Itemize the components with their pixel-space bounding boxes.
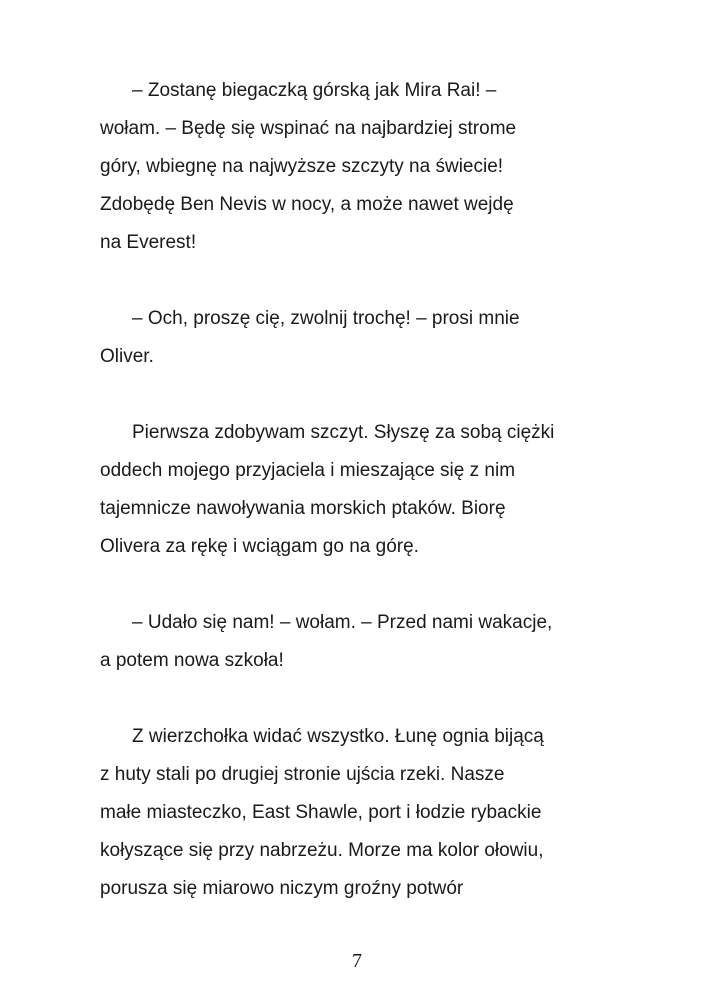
text-line: z huty stali po drugiej stronie ujścia rzeki. Nasze xyxy=(100,764,505,785)
text-line: – Zostanę biegaczką górską jak Mira Rai! – xyxy=(132,80,497,101)
text-line: Zdobędę Ben Nevis w nocy, a może nawet wejdę xyxy=(100,194,514,215)
text-line: wołam. – Będę się wspinać na najbardziej strome xyxy=(100,118,517,139)
text-line: Pierwsza zdobywam szczyt. Słyszę za sobą ciężki xyxy=(132,422,555,443)
paragraph-5 xyxy=(100,718,600,908)
page-number: 7 xyxy=(352,950,362,972)
text-line: a potem nowa szkoła! xyxy=(100,650,284,671)
paragraph-3 xyxy=(100,414,600,566)
paragraph-1 xyxy=(100,72,600,262)
text-line: Olivera za rękę i wciągam go na górę. xyxy=(100,536,419,557)
text-line: kołyszące się przy nabrzeżu. Morze ma kolor ołowiu, xyxy=(100,840,544,861)
text-line: małe miasteczko, East Shawle, port i łodzie rybackie xyxy=(100,802,542,823)
text-line: góry, wbiegnę na najwyższe szczyty na świecie! xyxy=(100,156,504,177)
paragraph-4 xyxy=(100,604,600,680)
text-line: na Everest! xyxy=(100,232,197,253)
text-line: Z wierzchołka widać wszystko. Łunę ognia bijącą xyxy=(132,726,544,747)
text-line: – Udało się nam! – wołam. – Przed nami wakacje, xyxy=(132,612,553,633)
text-line: Oliver. xyxy=(100,346,154,367)
body-text xyxy=(100,72,600,946)
text-line: tajemnicze nawoływania morskich ptaków. Biorę xyxy=(100,498,506,519)
text-line: porusza się miarowo niczym groźny potwór xyxy=(100,878,464,899)
text-line: oddech mojego przyjaciela i mieszające się z nim xyxy=(100,460,516,481)
text-line: – Och, proszę cię, zwolnij trochę! – prosi mnie xyxy=(132,308,520,329)
paragraph-2 xyxy=(100,300,600,376)
